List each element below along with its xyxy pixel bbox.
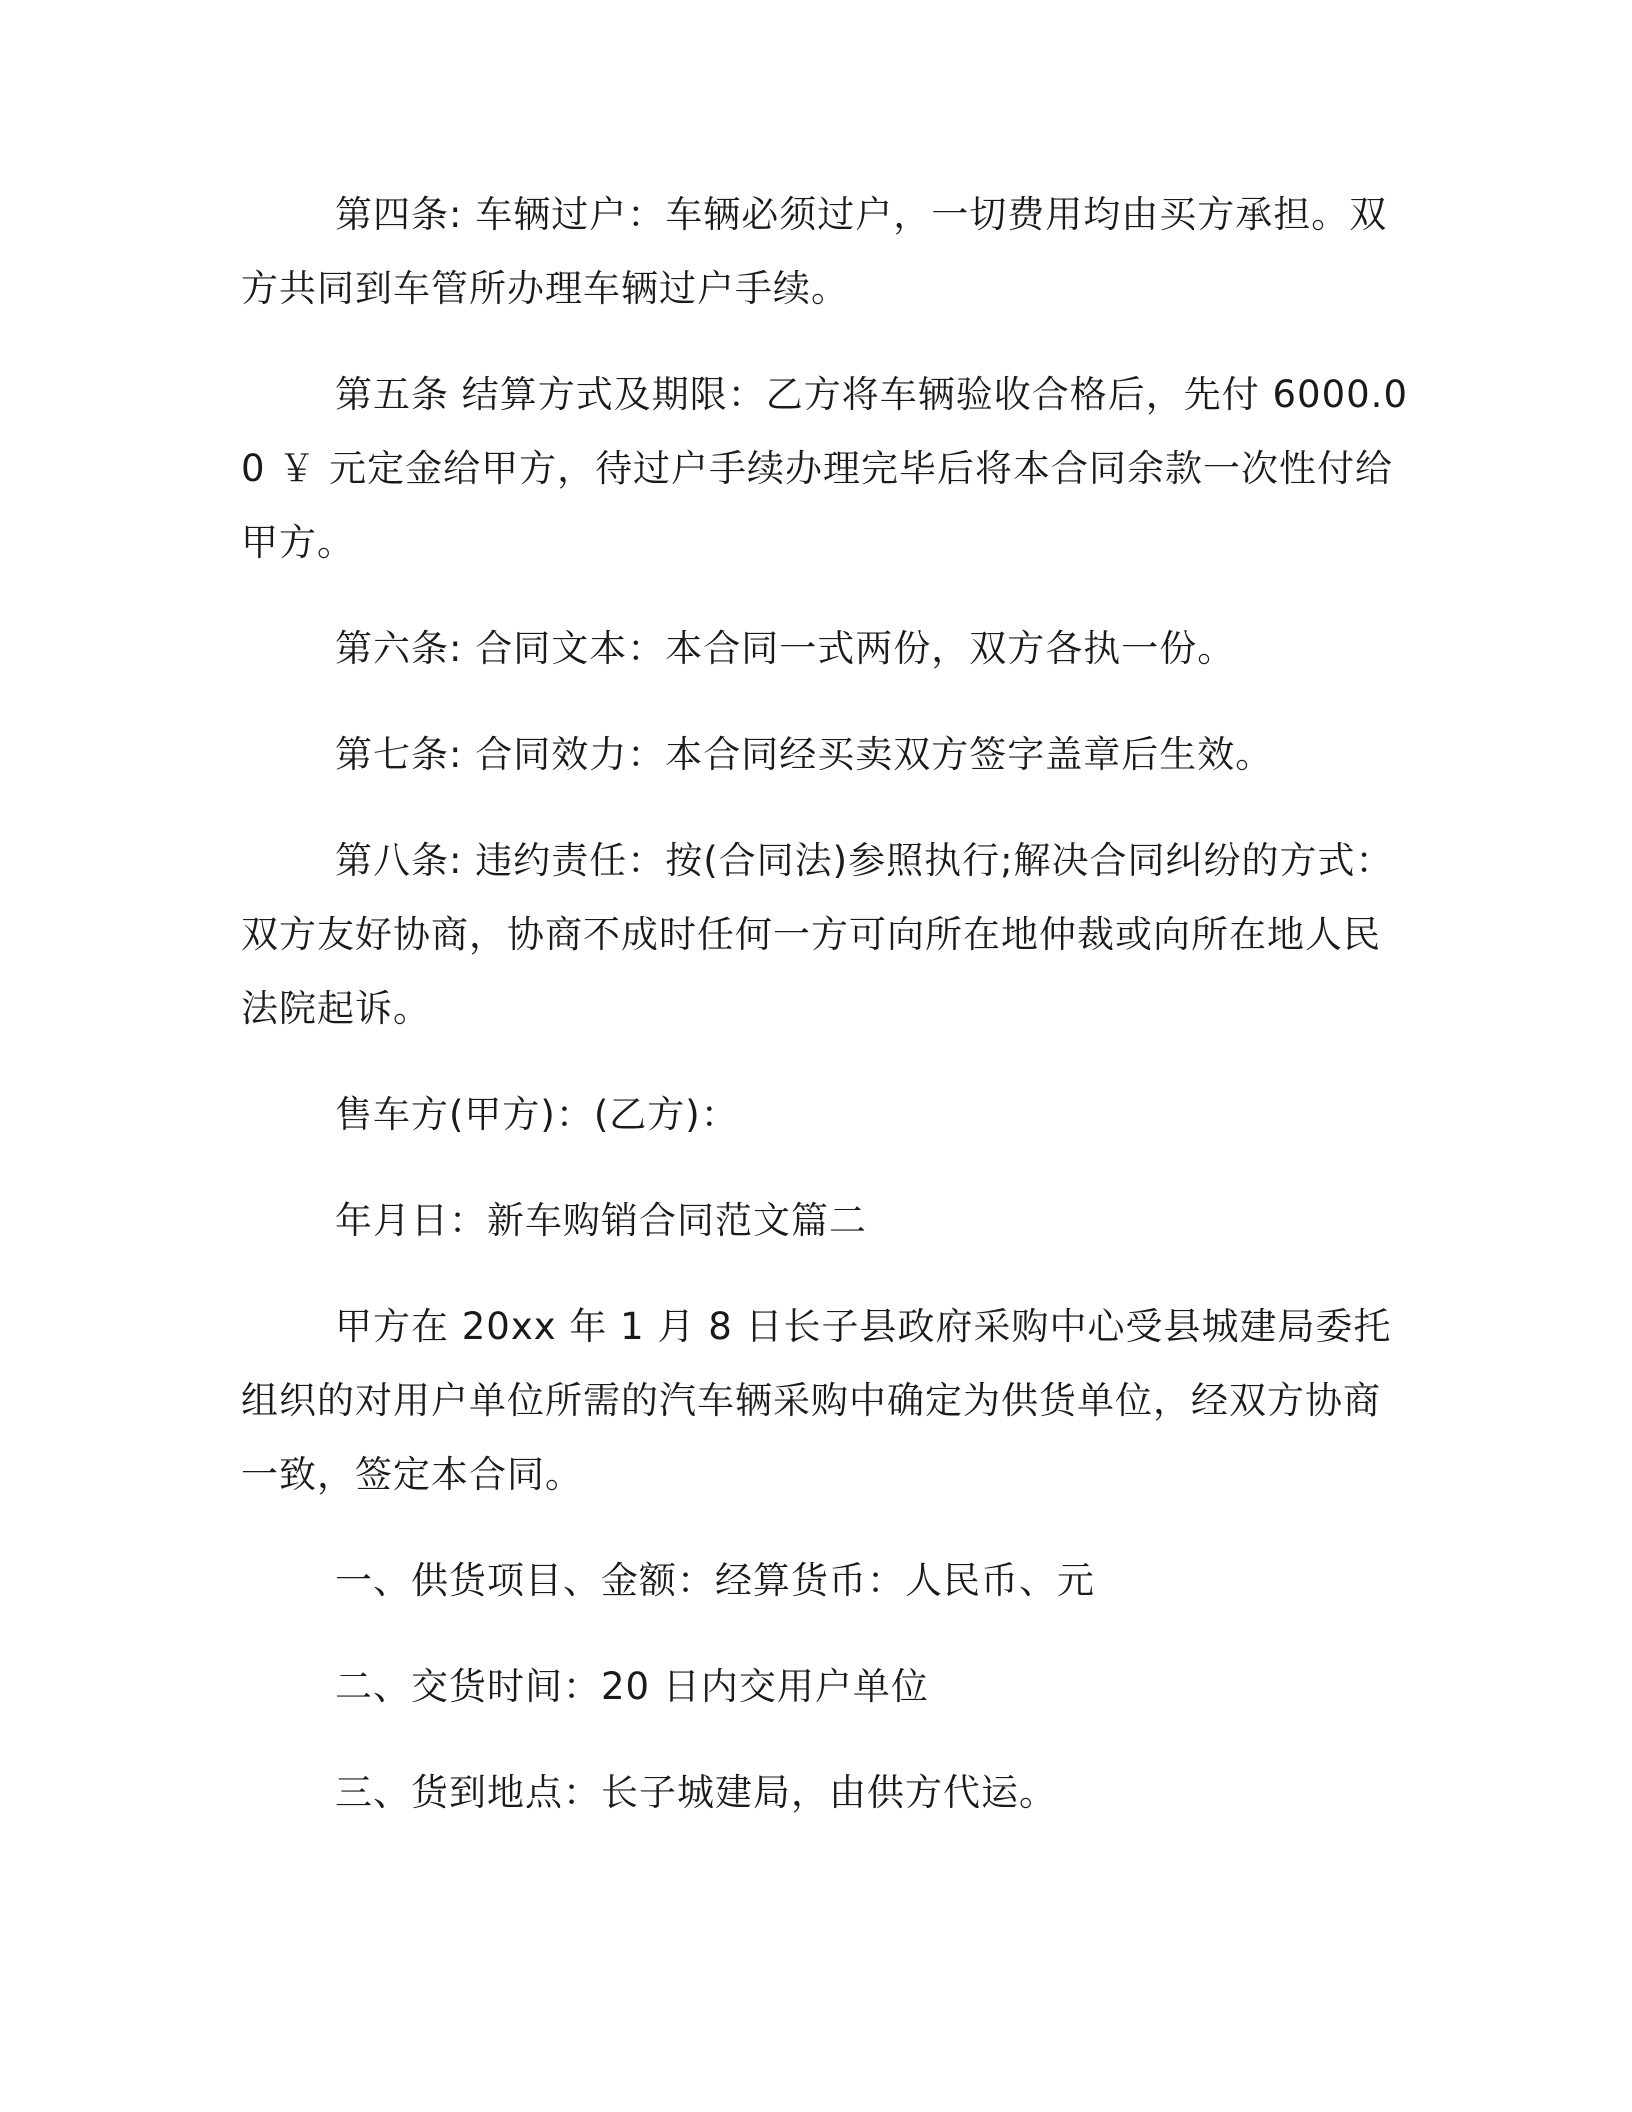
clause-6-paragraph: 第六条: 合同文本：本合同一式两份，双方各执一份。 (335, 627, 1236, 670)
signature-parties-line: 售车方(甲方)：(乙方)： (335, 1093, 739, 1136)
supply-item-paragraph: 一、供货项目、金额：经算货币：人民币、元 (335, 1559, 1095, 1602)
clause-8-paragraph: 第八条: 违约责任：按(合同法)参照执行;解决合同纠纷的方式：双方友好协商，协商不成时任何一方可向所在地仲裁或向所在地人民法院起诉。 (241, 839, 1394, 1030)
clause-5-paragraph: 第五条 结算方式及期限：乙方将车辆验收合格后，先付 6000.00 ￥ 元定金给甲方，待过户手续办理完毕后将本合同余款一次性付给甲方。 (241, 373, 1408, 564)
date-and-title-line: 年月日：新车购销合同范文篇二 (335, 1199, 867, 1242)
delivery-time-paragraph: 二、交货时间：20 日内交用户单位 (335, 1665, 929, 1708)
clause-4-paragraph: 第四条: 车辆过户：车辆必须过户，一切费用均由买方承担。双方共同到车管所办理车辆过户手续。 (241, 193, 1388, 310)
delivery-location-paragraph: 三、货到地点：长子城建局，由供方代运。 (335, 1771, 1057, 1814)
document-body (241, 178, 1411, 1862)
clause-7-paragraph: 第七条: 合同效力：本合同经买卖双方签字盖章后生效。 (335, 733, 1274, 776)
contract-intro-paragraph: 甲方在 20xx 年 1 月 8 日长子县政府采购中心受县城建局委托组织的对用户单位所需的汽车辆采购中确定为供货单位，经双方协商一致，签定本合同。 (241, 1305, 1392, 1496)
